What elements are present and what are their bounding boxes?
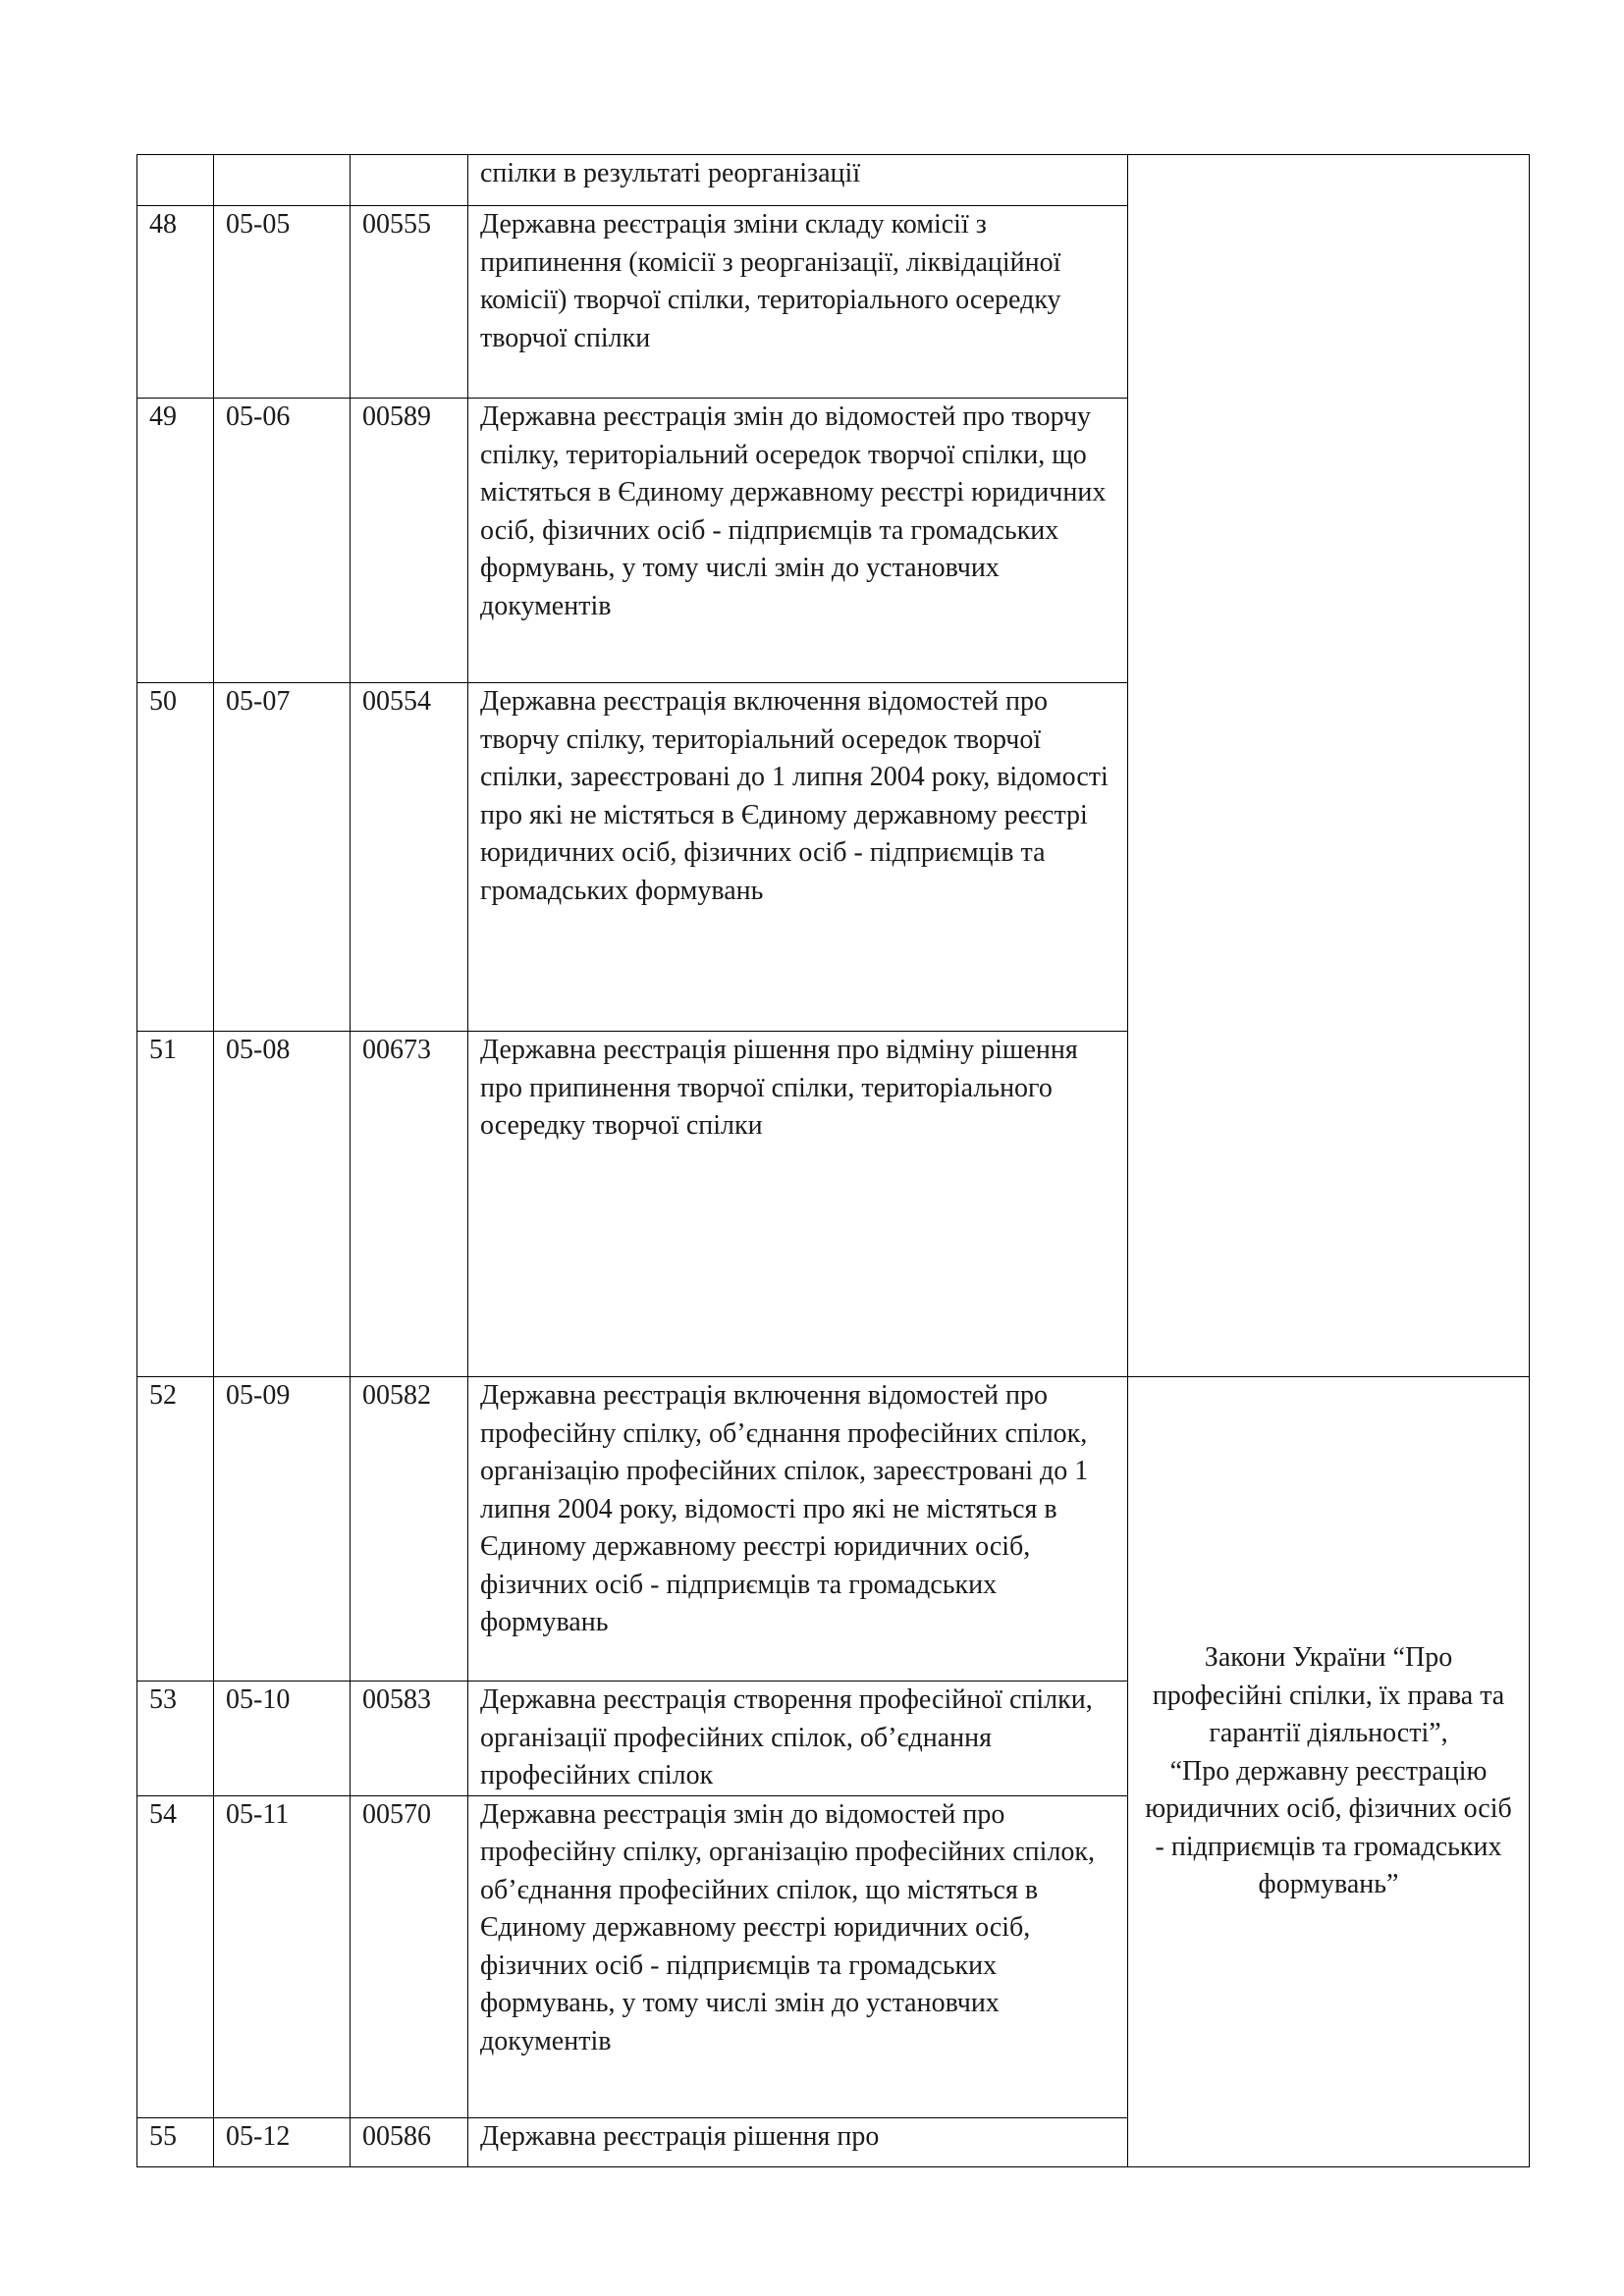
row-description: Державна реєстрація змін до відомостей про професійну спілку, організацію професійних спілок, об’єднання професійних спілок, що містяться в Єдиному державному реєстрі юридичних осіб, фізичних осіб - підприємців та громадських формувань, у тому числі змін до установчих документів <box>468 1795 1128 2117</box>
row-code: 05-05 <box>214 206 351 399</box>
row-description: Державна реєстрація змін до відомостей про творчу спілку, територіальний осередок творчої спілки, що містяться в Єдиному державному реєстрі юридичних осіб, фізичних осіб - підприємців та громадських формувань, у тому числі змін до установчих документів <box>468 399 1128 683</box>
row-id: 00589 <box>351 399 468 683</box>
row-code: 05-08 <box>214 1032 351 1377</box>
row-number: 49 <box>137 399 214 683</box>
row-number: 51 <box>137 1032 214 1377</box>
row-id <box>351 155 468 206</box>
table-row <box>137 1377 1530 1682</box>
row-id: 00673 <box>351 1032 468 1377</box>
row-code: 05-12 <box>214 2117 351 2166</box>
row-number: 53 <box>137 1682 214 1796</box>
legal-basis-cell <box>1128 1377 1530 2167</box>
table-row <box>137 155 1530 206</box>
legal-basis-cell-upper <box>1128 155 1530 1377</box>
row-description: Державна реєстрація рішення про <box>468 2117 1128 2166</box>
row-code: 05-11 <box>214 1795 351 2117</box>
row-description: Державна реєстрація включення відомостей про творчу спілку, територіальний осередок творчої спілки, зареєстровані до 1 липня 2004 року, відомості про які не містяться в Єдиному державному реєстрі юридичних осіб, фізичних осіб - підприємців та громадських формувань <box>468 683 1128 1032</box>
row-id: 00586 <box>351 2117 468 2166</box>
row-number <box>137 155 214 206</box>
row-code: 05-10 <box>214 1682 351 1796</box>
row-id: 00583 <box>351 1682 468 1796</box>
row-code: 05-06 <box>214 399 351 683</box>
row-description: Державна реєстрація включення відомостей про професійну спілку, об’єднання професійних спілок, організацію професійних спілок, зареєстровані до 1 липня 2004 року, відомості про які не містяться в Єдиному державному реєстрі юридичних осіб, фізичних осіб - підприємців та громадських формувань <box>468 1377 1128 1682</box>
row-id: 00554 <box>351 683 468 1032</box>
row-description: Державна реєстрація зміни складу комісії з припинення (комісії з реорганізації, ліквідаційної комісії) творчої спілки, територіального осередку творчої спілки <box>468 206 1128 399</box>
services-table <box>136 154 1530 2167</box>
row-code <box>214 155 351 206</box>
row-code: 05-07 <box>214 683 351 1032</box>
row-number: 55 <box>137 2117 214 2166</box>
row-description: Державна реєстрація рішення про відміну рішення про припинення творчої спілки, територіального осередку творчої спілки <box>468 1032 1128 1377</box>
row-id: 00582 <box>351 1377 468 1682</box>
row-description: Державна реєстрація створення професійної спілки, організації професійних спілок, об’єднання професійних спілок <box>468 1682 1128 1796</box>
legal-basis-text: Закони України “Про професійні спілки, їх права та гарантії діяльності”, “Про державну реєстрацію юридичних осіб, фізичних осіб - підприємців та громадських формувань” <box>1145 1642 1512 1899</box>
row-number: 52 <box>137 1377 214 1682</box>
row-id: 00570 <box>351 1795 468 2117</box>
row-description: спілки в результаті реорганізації <box>468 155 1128 206</box>
row-id: 00555 <box>351 206 468 399</box>
row-code: 05-09 <box>214 1377 351 1682</box>
row-number: 54 <box>137 1795 214 2117</box>
row-number: 50 <box>137 683 214 1032</box>
row-number: 48 <box>137 206 214 399</box>
